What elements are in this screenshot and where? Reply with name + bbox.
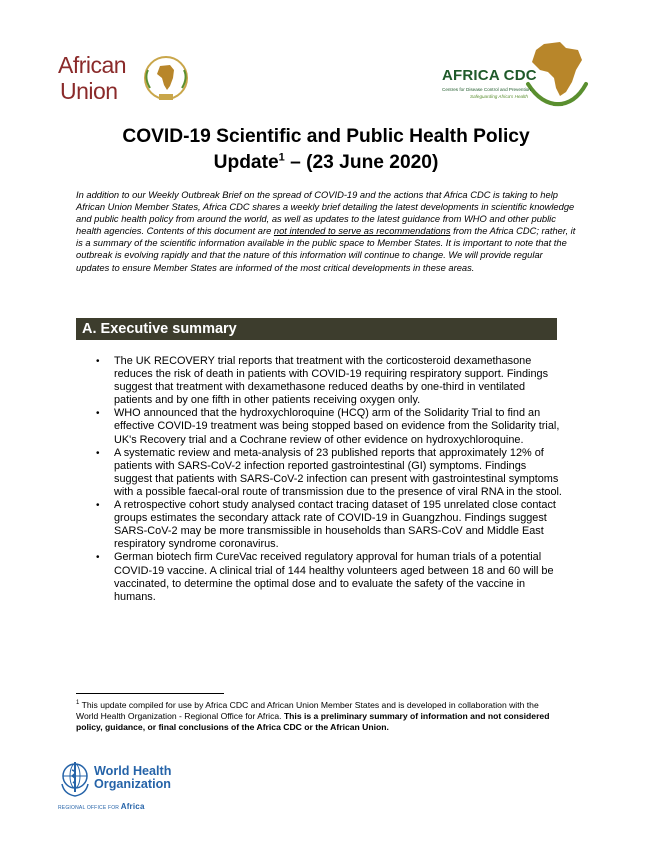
title-update-word: Update [213,152,279,173]
who-name-line-2: Organization [94,777,171,791]
who-logo [58,760,188,818]
african-union-emblem-icon [140,52,192,104]
title-line-2 [60,150,592,176]
title-footnote-marker: 1 [278,151,285,164]
who-region-label [58,802,145,811]
list-item [76,407,566,446]
document-title [60,124,592,176]
list-item [76,499,566,551]
footnote-marker: 1 [76,700,80,706]
bullet-marker: • [96,500,100,512]
who-region-name: Africa [120,802,145,811]
africa-cdc-name: AFRICA CDC [442,67,537,84]
section-heading-executive-summary: A. Executive summary [76,318,557,340]
intro-text-before: In addition to our Weekly Outbreak Brief on the spread of COVID-19 and the actions that Africa CDC is taking to help African Union Member States, Africa CDC shares a weekly brief detailing the latest developments in scientific knowledge and public health policy from around the world, as well as updates to the latest guidance from WHO and other public health agencies. Contents of this document are [76,190,575,237]
list-item-text: The UK RECOVERY trial reports that treatment with the corticosteroid dexamethasone reduces the risk of death in patients with COVID-19 requiring respiratory support. Findings suggest that treatment with dexamethasone reduced deaths by one-third in ventilated patients and by one fifth in other patients receiving oxygen only. [114,355,549,407]
au-logo-word-2: Union [60,78,118,104]
footnote [76,698,556,733]
intro-text-after: from the Africa CDC; rather, it is a summary of the scientific information available in the public space to Member States. It is important to note that the outbreak is evolving rapidly and that the nature of this information will continue to change. We will provide regular updates to ensure Member States are informed of the most critical developments in these areas. [76,226,576,273]
list-item-text: German biotech firm CureVac received regulatory approval for human trials of a potential COVID-19 vaccine. A clinical trial of 144 healthy volunteers aged between 18 and 60 will be vaccinated, to determine the optimal dose and to evaluate the safety of the vaccine in humans. [114,551,554,603]
bullet-marker: • [96,552,100,564]
title-line-1: COVID-19 Scientific and Public Health Policy [122,126,530,147]
footnote-text: This update compiled for use by Africa CDC and African Union Member States and is developed in collaboration with the World Health Organization - Regional Office for Africa. [76,699,539,721]
list-item [76,355,566,407]
list-item-text: WHO announced that the hydroxychloroquine (HCQ) arm of the Solidarity Trial to find an effective COVID-19 treatment was being stopped based on evidence from the Solidarity trial, UK's Recovery trial and a Cochrane review of other evidence on hydroxychloroquine. [114,407,560,446]
bullet-marker: • [96,408,100,420]
africa-cdc-tagline: Safeguarding Africa's Health [470,94,528,99]
title-date: – (23 June 2020) [284,152,439,173]
list-item [76,551,566,603]
african-union-logo [58,42,193,108]
africa-cdc-logo [442,40,592,116]
intro-underlined-text: not intended to serve as recommendations [273,226,451,237]
footnote-bold-text: This is a preliminary summary of information and not considered policy, guidance, or final conclusions of the Africa CDC or the African Union. [76,710,550,732]
footnote-separator [76,693,224,694]
africa-cdc-subtitle: Centres for Disease Control and Prevention [442,87,531,92]
bullet-marker: • [96,447,100,459]
au-logo-word-1: African [58,52,127,78]
executive-summary-list [76,355,566,604]
who-emblem-icon [58,760,92,798]
who-name-line-1: World Health [94,764,172,778]
bullet-marker: • [96,356,100,367]
list-item-text: A retrospective cohort study analysed contact tracing dataset of 195 unrelated close contact groups estimates the secondary attack rate of COVID-19 in Guangzhou. Findings suggest SARS-CoV-2 may be more transmissible in households than SARS-CoV and Middle East respiratory syndrome coronavirus. [114,499,556,551]
list-item-text: A systematic review and meta-analysis of 23 published reports that approximately 12% of patients with SARS-CoV-2 infection reported gastrointestinal (GI) symptoms. Findings suggest that patients with SARS-CoV-2 infection can present with gastrointestinal symptoms with a possible faecal-oral route of transmission due to the presence of viral RNA in the stool. [114,446,562,498]
list-item [76,447,566,499]
who-region-prefix: REGIONAL OFFICE FOR [58,805,120,811]
who-name [94,765,171,791]
intro-paragraph [76,189,576,274]
